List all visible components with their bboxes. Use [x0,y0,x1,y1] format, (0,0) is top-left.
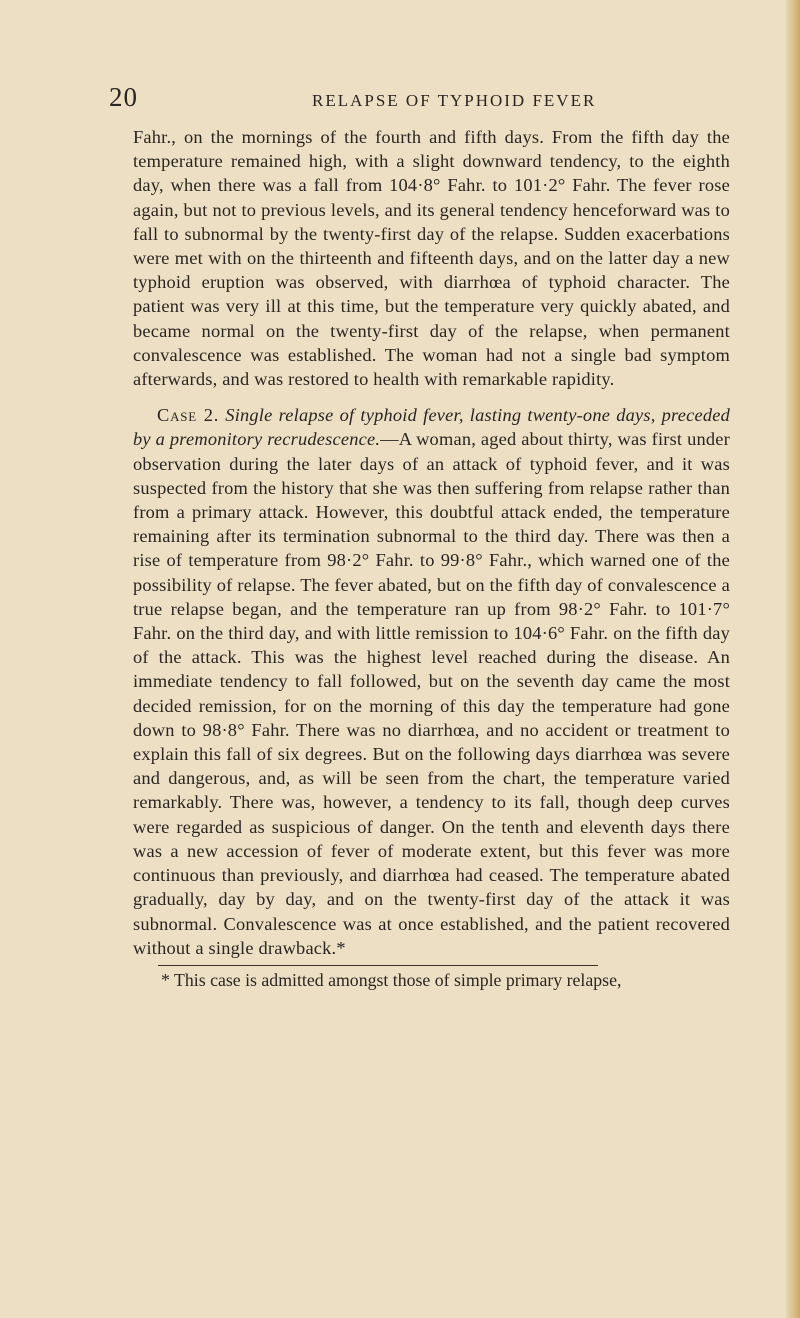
case-text: —A woman, aged about thirty, was first under observation during the later days of an attack of typhoid fever, and it was suspected from the history that she was then suffering from relapse rather than from a primary attack. However, this doubtful attack ended, the temperature remaining after its termination subnormal to the third day. There was then a rise of temperature from 98·2° Fahr. to 99·8° Fahr., which warned one of the possibility of relapse. The fever abated, but on the fifth day of convalescence a true relapse began, and the temperature ran up from 98·2° Fahr. to 101·7° Fahr. on the third day, and with little remission to 104·6° Fahr. on the fifth day of the attack. This was the highest level reached during the disease. An immediate tendency to fall followed, but on the seventh day came the most decided remission, for on the morning of this day the temperature had gone down to 98·8° Fahr. There was no diarrhœa, and no accident or treatment to explain this fall of six degrees. But on the following days diarrhœa was severe and dangerous, and, as will be seen from the chart, the temperature varied remarkably. There was, however, a tendency to its fall, though deep curves were regarded as suspicious of danger. On the tenth and eleventh days there was a new accession of fever of moderate extent, but this fever was more continuous than previously, and diarrhœa had ceased. The temperature abated gradually, day by day, and on the twenty-first day of the attack it was subnormal. Convalescence was at once established, and the patient recovered without a single drawback.* [133,429,730,958]
running-head: RELAPSE OF TYPHOID FEVER [312,91,597,110]
paragraph-case1-continued: Fahr., on the mornings of the fourth and fifth days. From the fifth day the temperature remained high, with a slight downward tendency, to the eighth day, when there was a fall from 104·8° Fahr. to 101·2° Fahr. The fever rose again, but not to previous levels, and its general tendency henceforward was to fall to subnormal by the twenty-first day of the relapse. Sudden exacerbations were met with on the thirteenth and fifteenth days, and on the latter day a new typhoid eruption was observed, with diarrhœa of typhoid character. The patient was very ill at this time, but the temperature very quickly abated, and became normal on the twenty-first day of the relapse, when permanent convalescence was established. The woman had not a single bad symptom afterwards, and was restored to health with remarkable rapidity. [133,127,730,390]
case-title: Single relapse of typhoid fever, lasting twenty-one days, preceded by a premonitory recrudescence. [133,405,730,450]
footnote-rule [158,965,598,966]
page-edge [786,0,800,1318]
paragraph-case2 [133,403,730,960]
footnote: * This case is admitted amongst those of simple primary relapse, [161,969,622,990]
case-label: Case 2. [157,405,220,426]
page-header [0,0,800,112]
body-text [133,125,730,991]
page-number: 20 [109,82,138,112]
